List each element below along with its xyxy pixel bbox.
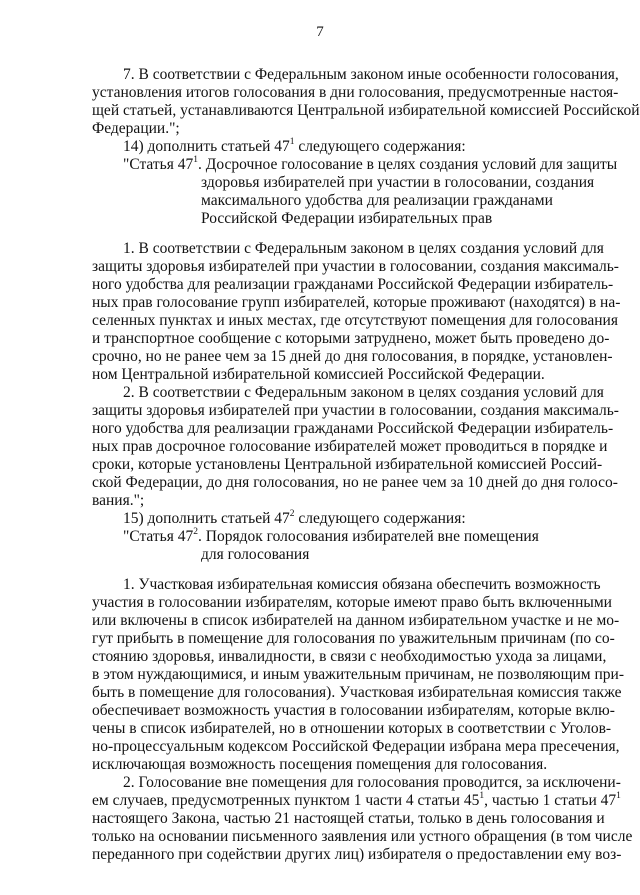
text-line: 2. В соответствии с Федеральным законом в целях создания условий для: [123, 384, 604, 401]
text-line: 14) дополнить статьей $47^1$ следующего содержания:: [123, 136, 466, 155]
text-line: Федерации.";: [92, 120, 180, 137]
text-line: 1. Участковая избирательная комиссия обязана обеспечить возможность: [123, 576, 601, 593]
text-line: гут прибыть в помещение для голосования по уважительным причинам (по со-: [92, 630, 615, 647]
text-line: в этом нуждающимися, и иным уважительным причинам, не позволяющим при-: [92, 666, 624, 683]
text-line: селенных пунктах и иных местах, где отсутствуют помещения для голосования: [92, 312, 618, 329]
text-line: 2. Голосование вне помещения для голосования проводится, за исключени-: [123, 774, 621, 791]
text-line: настоящего Закона, частью 21 настоящей статьи, только в день голосования и: [92, 810, 605, 827]
text-line: вания.";: [92, 492, 145, 509]
text-line: стоянию здоровья, инвалидности, в связи с необходимостью ухода за лицами,: [92, 648, 607, 665]
text-line: быть в помещение для голосования). Участковая избирательная комиссия также: [92, 684, 622, 701]
text-line: для голосования: [201, 546, 310, 563]
text-line: 7. В соответствии с Федеральным законом иные особенности голосования,: [123, 66, 619, 83]
text-line: только на основании письменного заявления или устного обращения (в том числе: [92, 828, 633, 845]
text-line: участия в голосовании избирателям, которые имеют право быть включенными: [92, 594, 612, 611]
text-line: или включены в список избирателей на данном избирательном участке и не мо-: [92, 612, 620, 629]
text-line: защиты здоровья избирателей при участии в голосовании, создания максималь-: [92, 402, 619, 419]
text-line: защиты здоровья избирателей при участии в голосовании, создания максималь-: [92, 258, 619, 275]
text-line: ем случаев, предусмотренных пунктом 1 части 4 статьи $45^1$, частью 1 статьи $47^1$: [92, 790, 621, 809]
text-line: ных прав голосование групп избирателей, которые проживают (находятся) в на-: [92, 294, 621, 311]
text-line: но-процессуальным кодексом Российской Федерации избрана мера пресечения,: [92, 738, 620, 755]
text-line: переданного при содействии других лиц) избирателя о предоставлении ему воз-: [92, 846, 622, 863]
text-line: "Статья $47^2$. Порядок голосования избирателей вне помещения: [123, 526, 539, 545]
text-line: здоровья избирателей при участии в голосовании, создания: [201, 174, 595, 191]
text-line: ного удобства для реализации гражданами Российской Федерации избиратель-: [92, 420, 614, 437]
text-line: и транспортное сообщение с которыми затруднено, может быть проведено до-: [92, 330, 610, 347]
text-line: "Статья $47^1$. Досрочное голосование в целях создания условий для защиты: [123, 154, 618, 173]
text-line: максимального удобства для реализации гражданами: [201, 192, 553, 209]
text-line: чены в список избирателей, но в отношении которых в соответствии с Уголов-: [92, 720, 612, 737]
text-line: сроки, которые установлены Центральной избирательной комиссией Россий-: [92, 456, 603, 473]
text-line: Российской Федерации избирательных прав: [201, 210, 493, 227]
text-line: 15) дополнить статьей $47^2$ следующего содержания:: [123, 508, 466, 527]
text-line: ного удобства для реализации гражданами Российской Федерации избиратель-: [92, 276, 614, 293]
text-line: срочно, но не ранее чем за 15 дней до дня голосования, в порядке, установлен-: [92, 348, 613, 365]
text-line: ных прав досрочное голосование избирателей может проводиться в порядке и: [92, 438, 608, 455]
text-line: обеспечивает возможность участия в голосовании избирателям, которые вклю-: [92, 702, 615, 719]
text-line: установления итогов голосования в дни голосования, предусмотренные настоя-: [92, 84, 619, 101]
text-line: ской Федерации, до дня голосования, но не ранее чем за 10 дней до дня голосо-: [92, 474, 618, 491]
text-line: исключающая возможность посещения помещения для голосования.: [92, 756, 548, 773]
page-number: 7: [316, 24, 324, 40]
text-line: щей статьей, устанавливаются Центральной избирательной комиссией Российской: [92, 102, 640, 119]
text-line: 1. В соответствии с Федеральным законом в целях создания условий для: [123, 240, 604, 257]
text-line: ном Центральной избирательной комиссией Российской Федерации.: [92, 366, 545, 383]
